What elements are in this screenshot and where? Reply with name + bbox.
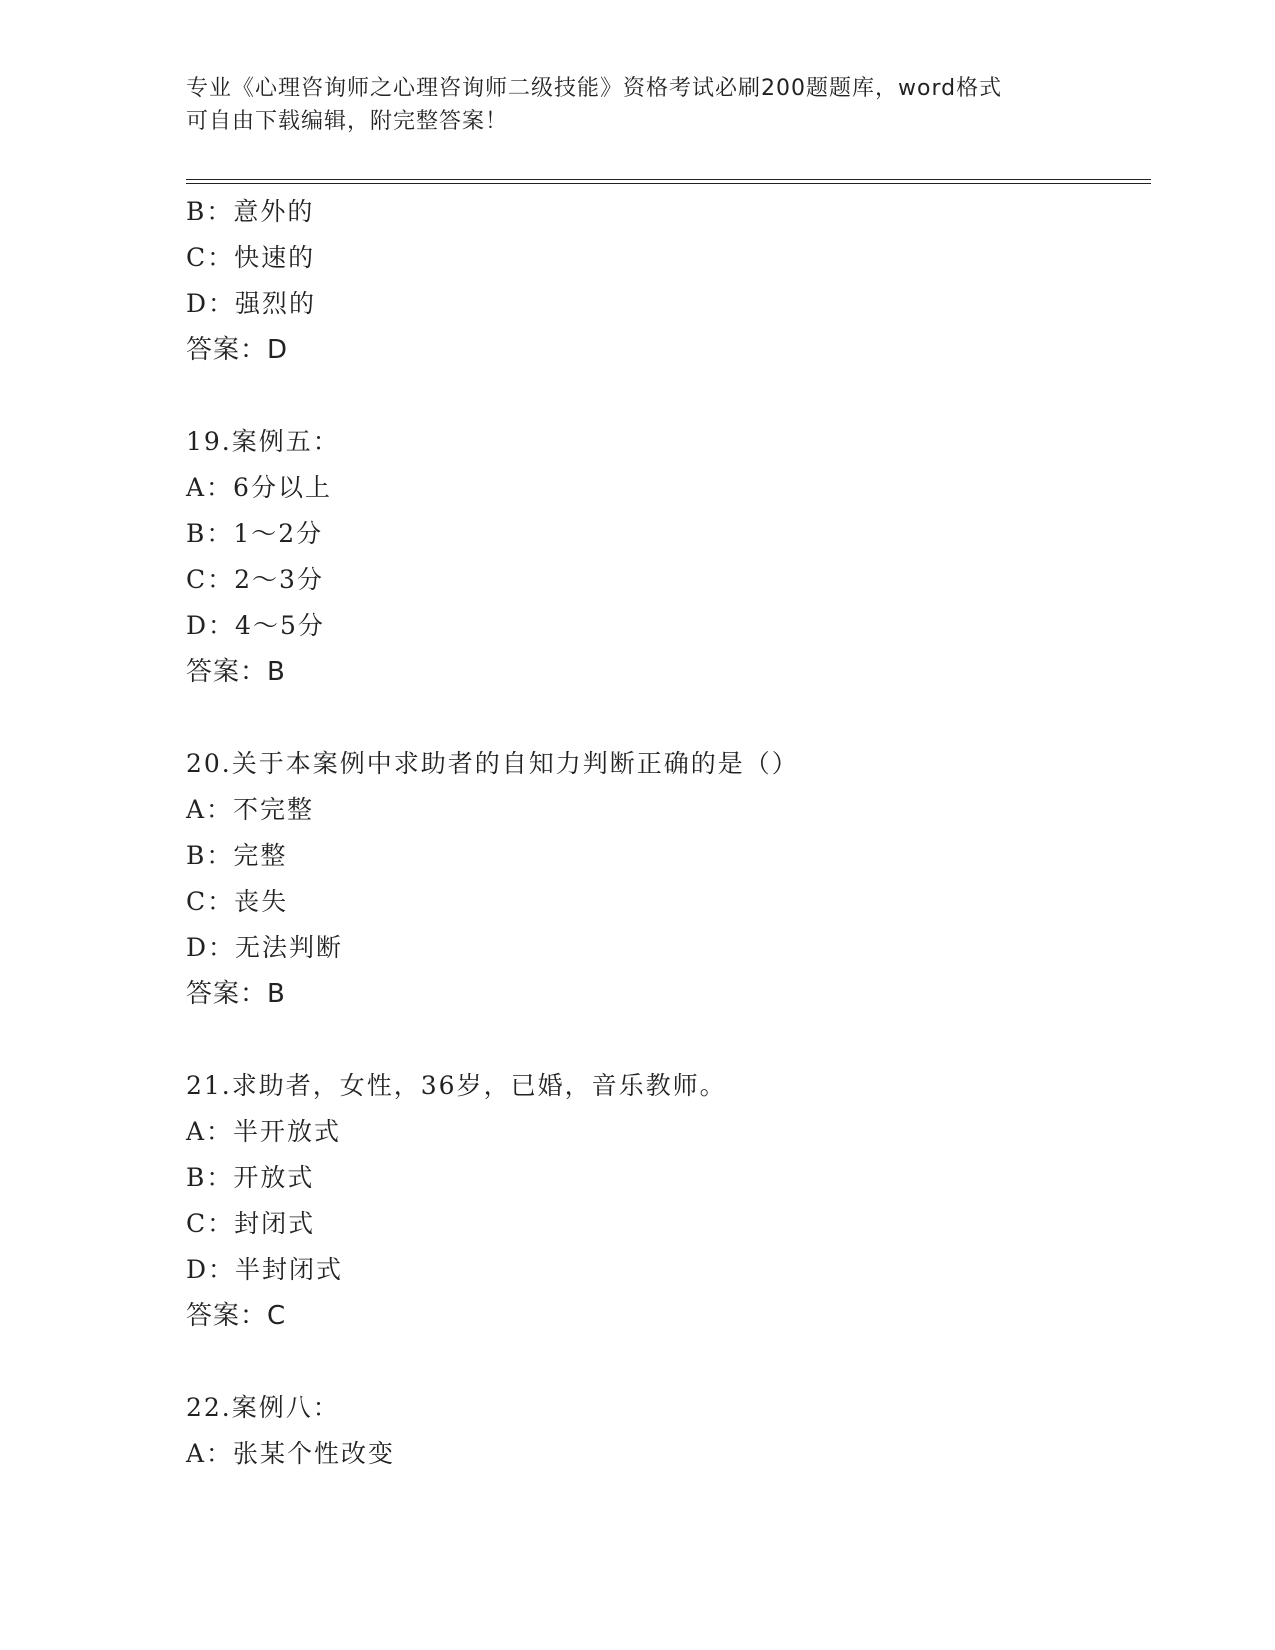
option-c: C：丧失 [186,887,289,916]
question-list [186,189,1146,1477]
question-19 [186,419,1146,695]
option-d: D：强烈的 [186,289,317,318]
option-b: B：开放式 [186,1163,315,1192]
question-21 [186,1063,1146,1339]
question-text: 19.案例五： [186,427,340,456]
option-a: A：不完整 [186,795,315,824]
option-a: A：张某个性改变 [186,1439,396,1468]
question-22 [186,1385,1146,1477]
option-b: B：1～2分 [186,519,324,548]
answer-line: 答案：D [186,335,289,365]
option-a: A：半开放式 [186,1117,342,1146]
spacer [186,1017,1146,1063]
question-text: 21.求助者，女性，36岁，已婚，音乐教师。 [186,1071,727,1100]
header-title-line-2: 可自由下载编辑，附完整答案！ [186,109,509,134]
answer-line: 答案：C [186,1301,287,1331]
spacer [186,695,1146,741]
option-d: D：4～5分 [186,611,325,640]
option-d: D：无法判断 [186,933,344,962]
question-text: 20.关于本案例中求助者的自知力判断正确的是（） [186,749,799,778]
option-d: D：半封闭式 [186,1255,344,1284]
question-18-tail [186,189,1146,373]
option-b: B：完整 [186,841,288,870]
spacer [186,1339,1146,1385]
document-header [186,72,1086,138]
option-a: A：6分以上 [186,473,332,502]
answer-line: 答案：B [186,657,286,687]
option-b: B：意外的 [186,197,315,226]
option-c: C：2～3分 [186,565,324,594]
question-text: 22.案例八： [186,1393,340,1422]
option-c: C：封闭式 [186,1209,316,1238]
answer-line: 答案：B [186,979,286,1009]
question-20 [186,741,1146,1017]
option-c: C：快速的 [186,243,316,272]
header-divider [186,179,1151,184]
spacer [186,373,1146,419]
header-title-line-1: 专业《心理咨询师之心理咨询师二级技能》资格考试必刷200题题库，word格式 [186,76,1003,101]
